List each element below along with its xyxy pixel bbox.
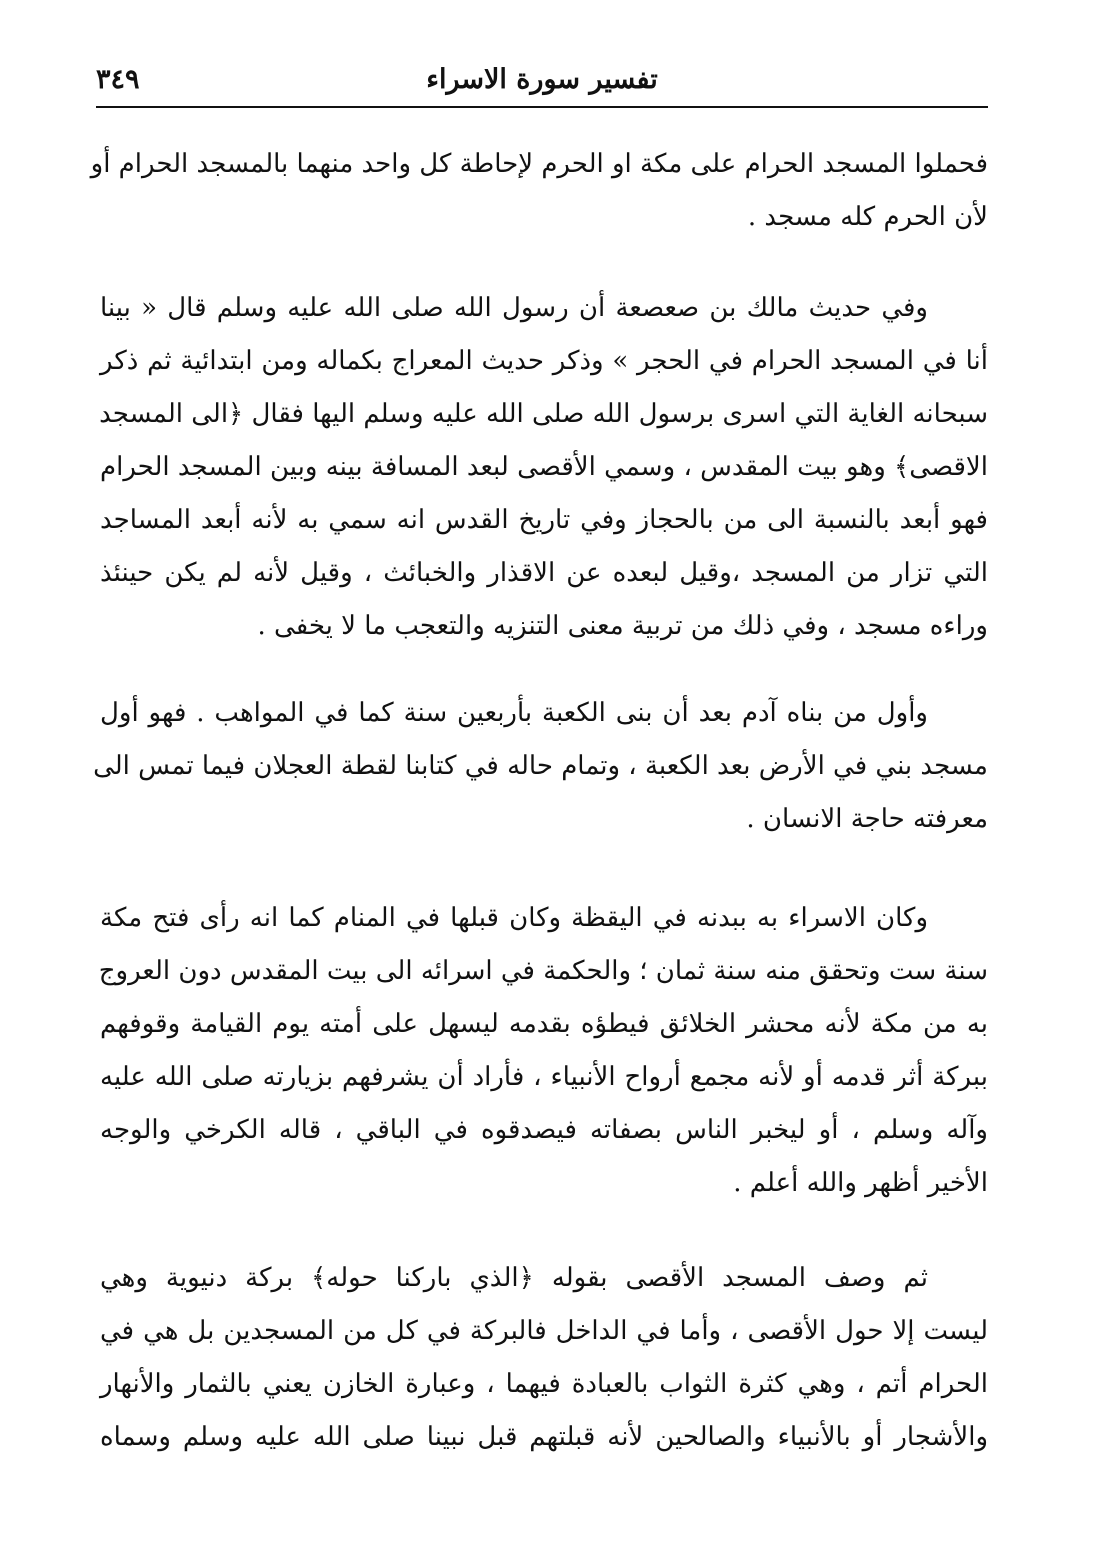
text-line: التي تزار من المسجد ،وقيل لبعده عن الاقذار والخبائث ، وقيل لأنه لم يكن حينئذ: [100, 558, 988, 588]
text-line: سبحانه الغاية التي اسرى برسول الله صلى الله عليه وسلم اليها فقال ﴿الى المسجد: [99, 399, 988, 429]
page-number: ٣٤٩: [96, 64, 140, 95]
paragraph-4: [100, 892, 988, 1210]
text-line: فهو أبعد بالنسبة الى من بالحجاز وفي تاريخ القدس انه سمي به لأنه أبعد المساجد: [100, 505, 988, 535]
text-line: أنا في المسجد الحرام في الحجر » وذكر حديث المعراج بكماله ومن ابتدائية ثم ذكر: [100, 346, 988, 376]
text-line: الأخير أظهر والله أعلم .: [733, 1168, 988, 1198]
header-rule: [96, 106, 988, 108]
text-line: سنة ست وتحقق منه سنة ثمان ؛ والحكمة في اسرائه الى بيت المقدس دون العروج: [98, 956, 988, 986]
text-line: وآله وسلم ، أو ليخبر الناس بصفاته فيصدقوه في الباقي ، قاله الكرخي والوجه: [100, 1115, 988, 1145]
running-title: تفسير سورة الاسراء: [426, 64, 658, 95]
text-line: ثم وصف المسجد الأقصى بقوله ﴿الذي باركنا حوله﴾ بركة دنيوية وهي: [100, 1263, 928, 1293]
paragraph-3: [93, 687, 988, 846]
body-text: [90, 138, 988, 1464]
text-line: مسجد بني في الأرض بعد الكعبة ، وتمام حاله في كتابنا لقطة العجلان فيما تمس الى: [93, 751, 988, 781]
text-line: به من مكة لأنه محشر الخلائق فيطؤه بقدمه ليسهل على أمته يوم القيامة وقوفهم: [100, 1009, 988, 1039]
text-line: لأن الحرم كله مسجد .: [747, 202, 988, 232]
text-line: وكان الاسراء به ببدنه في اليقظة وكان قبلها في المنام كما انه رأى فتح مكة: [100, 903, 928, 933]
text-line: والأشجار أو بالأنبياء والصالحين لأنه قبلتهم قبل نبينا صلى الله عليه وسلم وسماه: [100, 1422, 988, 1452]
paragraph-gap: [100, 846, 988, 892]
paragraph-1: [90, 138, 988, 244]
text-line: وفي حديث مالك بن صعصعة أن رسول الله صلى الله عليه وسلم قال « بينا: [100, 293, 928, 323]
paragraph-gap: [100, 653, 988, 687]
paragraph-gap: [100, 1210, 988, 1252]
text-line: فحملوا المسجد الحرام على مكة او الحرم لإحاطة كل واحد منهما بالمسجد الحرام أو: [90, 149, 988, 179]
text-line: ببركة أثر قدمه أو لأنه مجمع أرواح الأنبياء ، فأراد أن يشرفهم بزيارته صلى الله عليه: [100, 1062, 988, 1092]
text-line: ليست إلا حول الأقصى ، وأما في الداخل فالبركة في كل من المسجدين بل هي في: [100, 1316, 988, 1346]
text-line: الاقصى﴾ وهو بيت المقدس ، وسمي الأقصى لبعد المسافة بينه وبين المسجد الحرام: [100, 452, 988, 482]
text-line: معرفته حاجة الانسان .: [746, 804, 988, 834]
text-line: وأول من بناه آدم بعد أن بنى الكعبة بأربعين سنة كما في المواهب . فهو أول: [100, 698, 928, 728]
page-header: [96, 58, 988, 104]
text-line: الحرام أتم ، وهي كثرة الثواب بالعبادة فيهما ، وعبارة الخازن يعني بالثمار والأنهار: [100, 1369, 988, 1399]
text-line: وراءه مسجد ، وفي ذلك من تربية معنى التنزيه والتعجب ما لا يخفى .: [257, 611, 988, 641]
paragraph-2: [100, 282, 988, 653]
paragraph-gap: [100, 244, 988, 282]
paragraph-5: [100, 1252, 988, 1464]
